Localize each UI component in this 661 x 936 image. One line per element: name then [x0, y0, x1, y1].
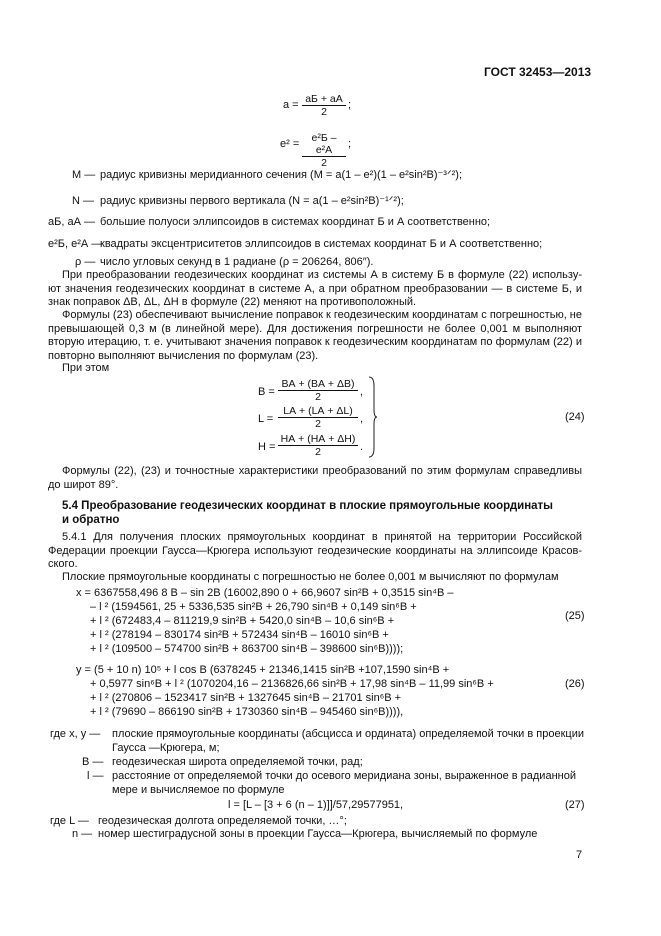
- equation-number: (26): [565, 678, 585, 690]
- equation-number: (24): [565, 411, 585, 423]
- eq-line: – l ² (1594561, 25 + 5336,535 sin²B + 26,790 sin⁴B + 0,149 sin⁶B +: [90, 601, 417, 613]
- fraction-e2: e²Б – e²А 2: [302, 132, 346, 169]
- equation-number: (25): [565, 610, 585, 622]
- paragraph-accuracy: Формулы (23) обеспечивают вычисление поправок к геодезическим координатам с погрешностью, не превышающей 0,3 м (в линейной мере). Для достижения погрешности не более 0,001 м выполняют вторую итерацию, т. е. учитывают значения поправок к геодезическим координатам по формулам (22) и повторно выполняют вычисления по формулам (23).: [48, 309, 582, 362]
- def-symbol: e²Б, e²А —: [48, 238, 103, 250]
- eq-line: + l ² (109500 – 574700 sin²B + 863700 sin⁴B – 398600 sin⁶B))));: [90, 643, 404, 655]
- eq-line: + l ² (270806 – 1523417 sin²B + 1327645 sin⁴B – 21701 sin⁶B +: [90, 692, 402, 704]
- right-brace: [368, 376, 378, 458]
- fraction-a: aБ + aА 2: [302, 93, 346, 118]
- def-text: число угловых секунд в 1 радиане (ρ = 206264, 806″).: [100, 256, 374, 268]
- def-text: квадраты эксцентриситетов эллипсоидов в системах координат Б и А соответственно;: [100, 238, 543, 250]
- paragraph-formulas-intro: Плоские прямоугольные координаты с погрешностью не более 0,001 м вычисляют по формулам: [62, 571, 559, 583]
- fraction-b: BА + (BА + ΔB) 2: [278, 378, 358, 403]
- def-text: расстояние от определяемой точки до осевого меридиана зоны, выраженное в радианной: [112, 770, 576, 782]
- def-symbol: где L —: [50, 815, 89, 827]
- eq-line: y = (5 + 10 n) 10⁵ + l cos B (6378245 + 21346,1415 sin²B +107,1590 sin⁴B +: [76, 664, 450, 676]
- def-text: мере и вычисляемое по формуле: [112, 784, 285, 796]
- def-text: Гаусса —Крюгера, м;: [112, 742, 220, 754]
- def-text: геодезическая долгота определяемой точки, …°;: [98, 815, 347, 827]
- paragraph-validity: Формулы (22), (23) и точностные характеристики преобразований по этим формулам справедливы до широт 89°.: [48, 465, 582, 491]
- def-text: радиус кривизны первого вертикала (N = a(1 – e²sin²B)⁻¹ᐟ²);: [100, 195, 404, 207]
- def-text: геодезическая широта определяемой точки, рад;: [112, 756, 363, 768]
- eq-line: + l ² (79690 – 866190 sin²B + 1730360 sin⁴B – 945460 sin⁶B)))),: [90, 706, 404, 718]
- fraction-l: LА + (LА + ΔL) 2: [278, 405, 358, 430]
- eq-line: + 0,5977 sin⁶B + l ² (1070204,16 – 2136826,66 sin²B + 17,98 sin⁴B – 11,99 sin⁶B +: [90, 678, 494, 690]
- def-symbol: N —: [72, 195, 94, 207]
- section-heading: 5.4 Преобразование геодезических координат в плоские прямоугольные координаты: [62, 500, 554, 512]
- section-heading-cont: и обратно: [62, 514, 120, 526]
- eq-line: x = 6367558,496 8 B – sin 2B (16002,890 0 + 66,9607 sin²B + 0,3515 sin⁴B –: [76, 587, 454, 599]
- def-text: номер шестиградусной зоны в проекции Гаусса—Крюгера, вычисляемый по формуле: [98, 828, 538, 840]
- def-text: большие полуоси эллипсоидов в системах координат Б и А соответственно;: [100, 216, 491, 228]
- paragraph-whereby: При этом: [62, 362, 110, 374]
- def-text: плоские прямоугольные координаты (абсцисса и ордината) определяемой точки в проекции: [112, 728, 584, 740]
- def-symbol: где x, y —: [50, 728, 101, 740]
- paragraph-transform-direction: При преобразовании геодезических координат из системы А в систему Б в формуле (22) использу-ют значения геодезических координат в системе А, а при обратном преобразовании — в системе Б, и знак поправок ΔB, ΔL, ΔH в формуле (22) меняют на противоположный.: [48, 269, 582, 308]
- equation-number: (27): [565, 799, 585, 811]
- def-symbol: n —: [72, 828, 93, 840]
- def-symbol: ρ —: [75, 256, 96, 268]
- def-symbol: B —: [82, 756, 104, 768]
- paragraph-gauss-kruger: 5.4.1 Для получения плоских прямоугольных координат в принятой на территории Российской Федерации проекции Гаусса—Крюгера используют геодезические координаты на эллипсоиде Красов-ского.: [48, 531, 582, 570]
- fraction-h: HА + (HА + ΔH) 2: [278, 433, 358, 458]
- eq-line: + l ² (278194 – 830174 sin²B + 572434 sin⁴B – 16010 sin⁶B +: [90, 629, 389, 641]
- def-symbol: aБ, aА —: [48, 216, 95, 228]
- def-symbol: M —: [72, 169, 96, 181]
- def-text: радиус кривизны меридианного сечения (M = a(1 – e²)(1 – e²sin²B)⁻³ᐟ²);: [100, 169, 463, 181]
- document-header: ГОСТ 32453—2013: [484, 65, 592, 79]
- page-number: 7: [576, 849, 583, 861]
- def-symbol: l —: [87, 770, 104, 782]
- eq-line: + l ² (672483,4 – 811219,9 sin²B + 5420,0 sin⁴B – 10,6 sin⁶B +: [90, 615, 395, 627]
